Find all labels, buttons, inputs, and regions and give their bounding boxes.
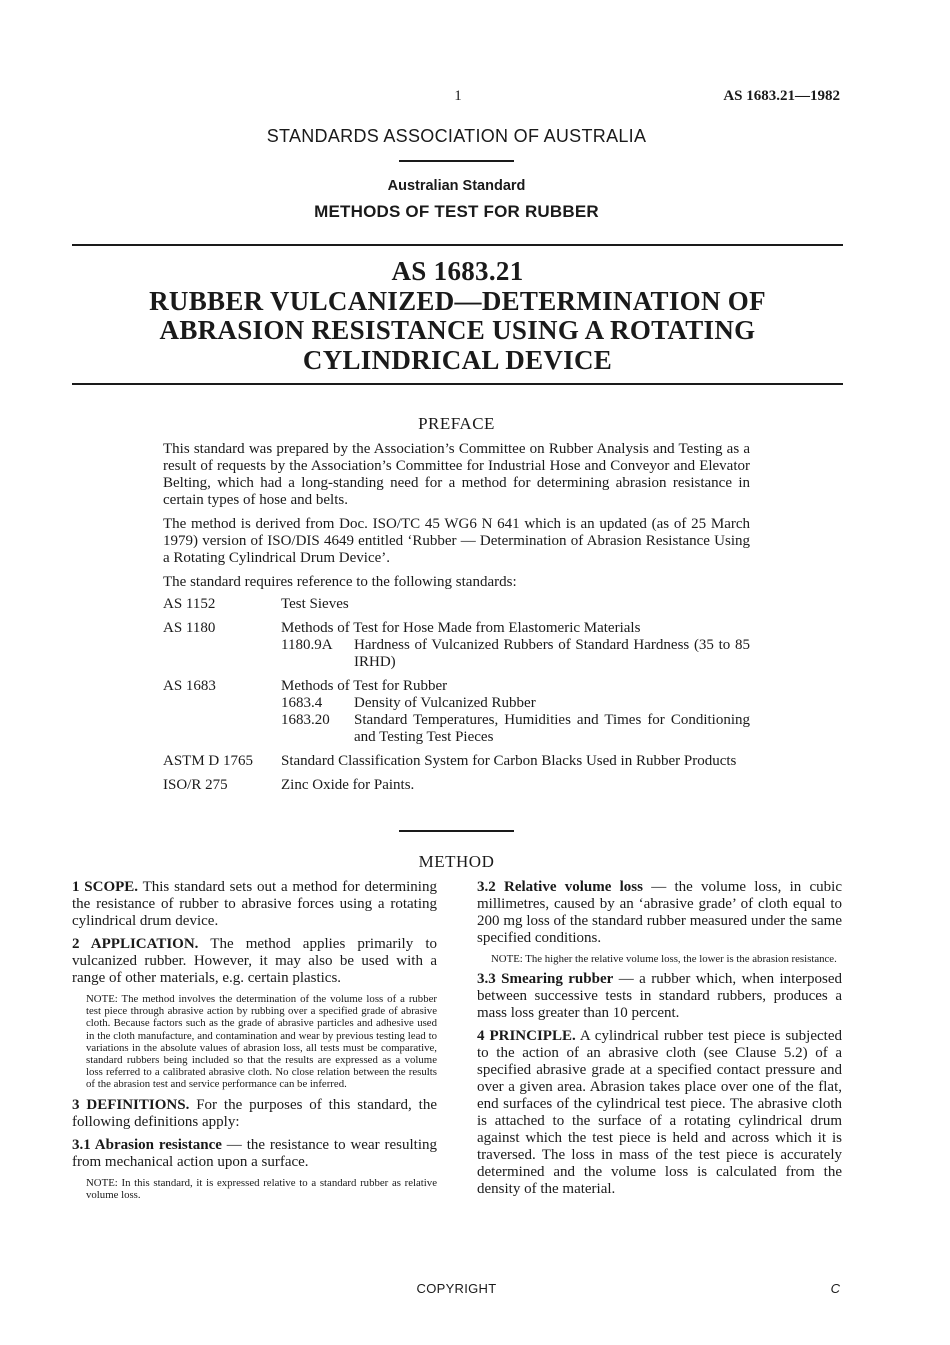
title-line-1: RUBBER VULCANIZED—DETERMINATION OF bbox=[149, 285, 766, 316]
reference-list bbox=[163, 596, 750, 801]
reference-row bbox=[163, 678, 750, 746]
note: NOTE: The higher the relative volume loss, the lower is the abrasion resistance. bbox=[491, 953, 837, 965]
definition-text: — a rubber which, when interposed between successive tests in standard rubbers, produces a mass loss greater than 10 percent. bbox=[477, 971, 842, 1022]
clause-principle bbox=[477, 1028, 842, 1198]
reference-code: AS 1180 bbox=[163, 620, 216, 636]
reference-code: ISO/R 275 bbox=[163, 777, 228, 793]
definition-term: 3.3 Smearing rubber bbox=[477, 971, 614, 988]
reference-row bbox=[163, 596, 750, 613]
reference-code: ASTM D 1765 bbox=[163, 753, 254, 769]
note: NOTE: In this standard, it is expressed relative to a standard rubber as relative volume loss. bbox=[86, 1176, 437, 1201]
sub-reference-title: Hardness of Vulcanized Rubbers of Standard Hardness (35 to 85 IRHD) bbox=[354, 637, 750, 670]
reference-code: AS 1683 bbox=[163, 678, 216, 694]
sub-reference-code: 1683.20 bbox=[281, 712, 330, 728]
clause-heading: 2 APPLICATION. bbox=[72, 936, 199, 952]
sub-reference-code: 1180.9A bbox=[281, 637, 333, 653]
clause-text: The method applies primarily to vulcanized rubber. However, it may also be used with a range of other materials, e.g. certain plastics. bbox=[72, 936, 437, 986]
title-line-2: ABRASION RESISTANCE USING A ROTATING bbox=[159, 315, 756, 345]
sub-reference bbox=[281, 695, 750, 712]
reference-row bbox=[163, 620, 750, 671]
definition-text: — the volume loss, in cubic millimetres, caused by an ‘abrasive grade’ of cloth equal to 200 mg loss of the standard rubber measured under the same specified conditions. bbox=[477, 879, 842, 946]
definition-term: 3.2 Relative volume loss bbox=[477, 879, 643, 895]
definition-3-1 bbox=[72, 1137, 437, 1171]
sub-reference bbox=[281, 637, 750, 671]
clause-text: For the purposes of this standard, the following definitions apply: bbox=[72, 1096, 437, 1130]
title-rule-top bbox=[72, 244, 843, 246]
preface-heading: PREFACE bbox=[418, 414, 495, 433]
clause-heading: 3 DEFINITIONS. bbox=[72, 1096, 190, 1113]
reference-title: Methods of Test for Hose Made from Elastomeric Materials bbox=[281, 620, 641, 636]
preface-text bbox=[163, 441, 750, 598]
preface-paragraph: The method is derived from Doc. ISO/TC 45 WG6 N 641 which is an updated (as of 25 March 1979) version of ISO/DIS 4649 entitled ‘Rubber — Determination of Abrasion Resistance Using a Rotating Cylindrical Drum Device’. bbox=[163, 516, 750, 566]
clause-application bbox=[72, 936, 437, 987]
page-number: 1 bbox=[454, 88, 462, 104]
sub-reference bbox=[281, 712, 750, 746]
reference-title: Test Sieves bbox=[281, 596, 349, 612]
definition-3-3 bbox=[477, 971, 842, 1022]
preface-paragraph: The standard requires reference to the following standards: bbox=[163, 574, 517, 590]
sub-reference-code: 1683.4 bbox=[281, 695, 323, 711]
standard-code: AS 1683.21—1982 bbox=[723, 88, 840, 104]
method-heading: METHOD bbox=[418, 852, 495, 871]
reference-title: Methods of Test for Rubber bbox=[281, 678, 448, 694]
clause-heading: 4 PRINCIPLE. bbox=[477, 1028, 576, 1045]
definition-3-2 bbox=[477, 879, 842, 947]
definition-text: — the resistance to wear resulting from mechanical action upon a surface. bbox=[72, 1136, 437, 1170]
footer-letter: C bbox=[830, 1281, 840, 1296]
clause-text: This standard sets out a method for determining the resistance of rubber to abrasive forces using a rotating cylindrical drum device. bbox=[72, 879, 437, 929]
copyright-footer: COPYRIGHT bbox=[416, 1281, 497, 1296]
clause-definitions bbox=[72, 1097, 437, 1131]
series-label: Australian Standard bbox=[387, 178, 526, 194]
title-line-3: CYLINDRICAL DEVICE bbox=[302, 344, 613, 375]
title-number: AS 1683.21 bbox=[391, 256, 524, 286]
reference-row bbox=[163, 777, 750, 794]
sub-reference-title: Standard Temperatures, Humidities and Times for Conditioning and Testing Test Pieces bbox=[354, 712, 750, 745]
reference-title: Standard Classification System for Carbon Blacks Used in Rubber Products bbox=[281, 753, 737, 769]
clause-scope bbox=[72, 879, 437, 930]
divider bbox=[399, 830, 514, 832]
organization-name: STANDARDS ASSOCIATION OF AUSTRALIA bbox=[266, 126, 647, 146]
clause-heading: 1 SCOPE. bbox=[72, 879, 139, 895]
reference-title: Zinc Oxide for Paints. bbox=[281, 777, 415, 793]
method-column-left bbox=[72, 879, 437, 1207]
sub-reference-title: Density of Vulcanized Rubber bbox=[354, 695, 536, 711]
series-title: METHODS OF TEST FOR RUBBER bbox=[314, 202, 599, 221]
definition-term: 3.1 Abrasion resistance bbox=[72, 1136, 222, 1153]
method-column-right bbox=[477, 879, 842, 1204]
note: NOTE: The method involves the determination of the volume loss of a rubber test piece through abrasive action by rubbing over a specified grade of abrasive cloth. Because factors such as the grade of abrasive particles and adhesive used in the cloth manufacture, and contamination and wear by previous testing lead to variations in the absolute values of abrasion loss, all tests must be comparative, standard rubbers being included so that the results are expressed as a volume loss referred to a calibrated abrasive cloth. No close relation between the results of the abrasion test and service performance can be inferred. bbox=[86, 993, 437, 1091]
document-title bbox=[72, 257, 843, 375]
divider bbox=[399, 160, 514, 162]
reference-code: AS 1152 bbox=[163, 596, 216, 612]
preface-paragraph: This standard was prepared by the Association’s Committee on Rubber Analysis and Testing as a result of requests by the Association’s Committee for Industrial Hose and Conveyor and Elevator Belting, which had a long-standing need for a method for determining abrasion resistance in certain types of hose and belts. bbox=[163, 441, 750, 508]
reference-row bbox=[163, 753, 750, 770]
title-rule-bottom bbox=[72, 383, 843, 385]
clause-text: A cylindrical rubber test piece is subjected to the action of an abrasive cloth (see Clause 5.2) of a specified abrasive grade at a specified contact pressure and over a given area. Abrasion takes place over one of the flat, end surfaces of the cylindrical test piece. The abrasive cloth is attached to the surface of a rotating cylindrical drum against which the test piece is held and across which it is traversed. The loss in mass of the test piece is accurately determined and the volume loss is calculated from the density of the material. bbox=[477, 1028, 842, 1198]
